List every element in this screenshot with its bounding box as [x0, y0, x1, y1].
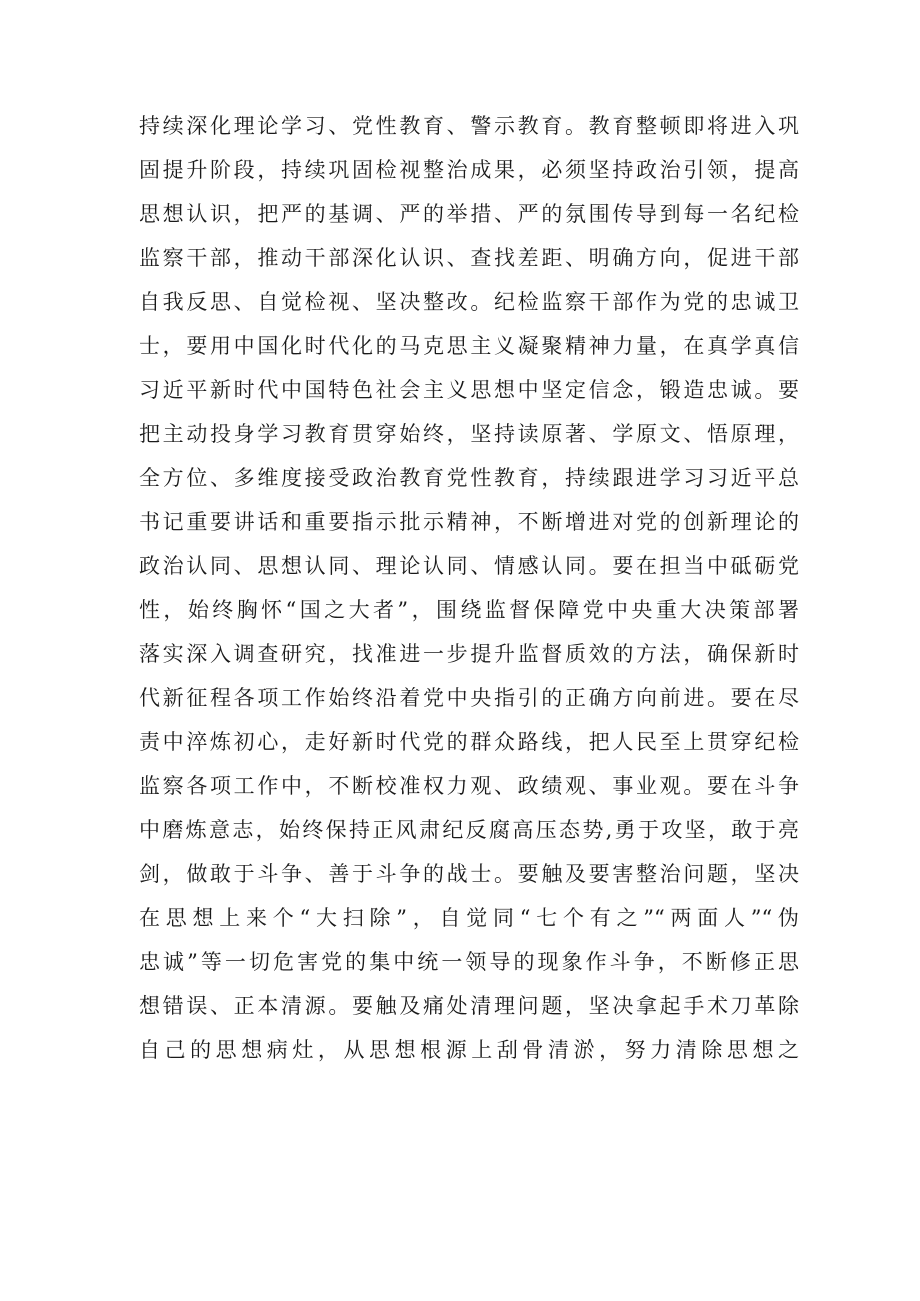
text-line-21: 想错误、正本清源。要触及痛处清理问题，坚决拿起手术刀革除 — [139, 994, 799, 1018]
text-line-5: 自我反思、自觉检视、坚决整改。纪检监察干部作为党的忠诚卫 — [139, 290, 799, 314]
text-line-20: 忠诚”等一切危害党的集中统一领导的现象作斗争，不断修正思 — [139, 950, 799, 974]
text-line-11: 政治认同、思想认同、理论认同、情感认同。要在担当中砥砺党 — [139, 554, 799, 578]
body-paragraph — [139, 104, 799, 1072]
text-line-10: 书记重要讲话和重要指示批示精神，不断增进对党的创新理论的 — [139, 510, 799, 534]
text-line-18: 剑，做敢于斗争、善于斗争的战士。要触及要害整治问题，坚决 — [139, 862, 799, 886]
text-line-8: 把主动投身学习教育贯穿始终，坚持读原著、学原文、悟原理， — [139, 422, 799, 446]
text-line-19: 在思想上来个“大扫除”，自觉同“七个有之”“两面人”“伪 — [139, 906, 799, 930]
text-line-2: 固提升阶段，持续巩固检视整治成果，必须坚持政治引领，提高 — [139, 158, 799, 182]
text-line-22: 自己的思想病灶，从思想根源上刮骨清淤，努力清除思想之 — [139, 1038, 799, 1062]
text-line-17: 中磨炼意志，始终保持正风肃纪反腐高压态势,勇于攻坚，敢于亮 — [139, 818, 799, 842]
text-line-7: 习近平新时代中国特色社会主义思想中坚定信念，锻造忠诚。要 — [139, 378, 799, 402]
text-line-9: 全方位、多维度接受政治教育党性教育，持续跟进学习习近平总 — [139, 466, 799, 490]
text-line-6: 士，要用中国化时代化的马克思主义凝聚精神力量，在真学真信 — [139, 334, 799, 358]
text-line-1: 持续深化理论学习、党性教育、警示教育。教育整顿即将进入巩 — [139, 114, 799, 138]
text-line-16: 监察各项工作中，不断校准权力观、政绩观、事业观。要在斗争 — [139, 774, 799, 798]
text-line-4: 监察干部，推动干部深化认识、查找差距、明确方向，促进干部 — [139, 246, 799, 270]
text-line-14: 代新征程各项工作始终沿着党中央指引的正确方向前进。要在尽 — [139, 686, 799, 710]
text-line-13: 落实深入调查研究，找准进一步提升监督质效的方法，确保新时 — [139, 642, 799, 666]
text-line-12: 性，始终胸怀“国之大者”，围绕监督保障党中央重大决策部署 — [139, 598, 799, 622]
text-line-3: 思想认识，把严的基调、严的举措、严的氛围传导到每一名纪检 — [139, 202, 799, 226]
text-line-15: 责中淬炼初心，走好新时代党的群众路线，把人民至上贯穿纪检 — [139, 730, 799, 754]
